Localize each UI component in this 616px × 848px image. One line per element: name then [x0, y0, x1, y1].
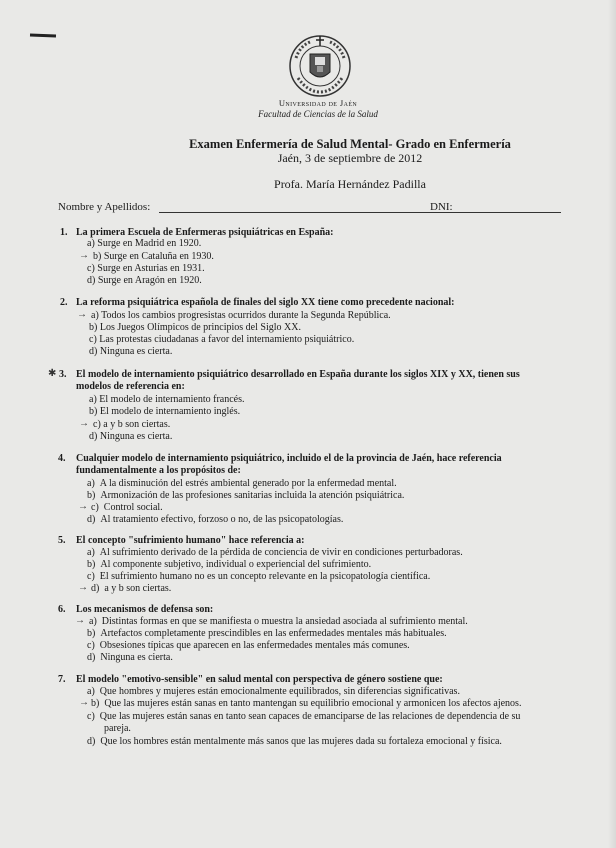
handwritten-star-icon: ✱	[48, 368, 57, 379]
option-item[interactable]	[89, 322, 301, 334]
question-text	[76, 369, 556, 393]
option-item[interactable]	[89, 334, 354, 346]
option-item[interactable]	[91, 502, 163, 514]
question-number: 1.	[60, 227, 68, 238]
exam-title: Examen Enfermería de Salud Mental- Grado en Enfermería	[189, 137, 511, 151]
student-info-row	[58, 201, 562, 217]
option-text: A la disminución del estrés ambiental generado por la enfermedad mental.	[99, 478, 397, 489]
question-number: 6.	[58, 604, 66, 615]
option-text: Que los hombres están mentalmente más sanos que las mujeres dada su fortaleza emocional y física.	[100, 736, 502, 747]
option-letter: b)	[89, 322, 98, 333]
option-letter: a)	[87, 547, 95, 558]
option-item[interactable]	[87, 628, 447, 640]
option-text: a y b son ciertas.	[103, 419, 171, 430]
option-text: El modelo de internamiento francés.	[99, 394, 245, 405]
option-item[interactable]	[91, 698, 521, 710]
option-item[interactable]	[93, 419, 170, 431]
option-text: Ninguna es cierta.	[99, 431, 173, 442]
option-text: Control social.	[103, 502, 163, 513]
option-letter: d)	[87, 514, 96, 525]
question-text: La primera Escuela de Enfermeras psiquiátricas en España:	[76, 227, 334, 238]
option-item[interactable]	[87, 711, 520, 723]
handwritten-arrow-icon: →	[79, 250, 89, 261]
faculty-name: Facultad de Ciencias de la Salud	[258, 109, 378, 119]
handwritten-arrow-icon: →	[78, 582, 88, 593]
option-item[interactable]	[87, 514, 343, 526]
option-text: Ninguna es cierta.	[100, 652, 173, 663]
option-item[interactable]	[87, 478, 397, 490]
option-item[interactable]	[87, 686, 460, 698]
question-text: El modelo "emotivo-sensible" en salud mental con perspectiva de género sostiene que:	[76, 674, 443, 685]
option-letter: d)	[89, 346, 98, 357]
pen-stroke	[30, 34, 56, 38]
option-text: Surge en Cataluña en 1930.	[103, 251, 214, 262]
handwritten-arrow-icon: →	[79, 697, 89, 708]
option-text: Que las mujeres están sanas en tanto sean capaces de emanciparse de las relaciones de dependencia de su	[99, 711, 521, 722]
option-text: a y b son ciertas.	[104, 583, 172, 594]
option-letter: b)	[91, 698, 100, 709]
option-item[interactable]	[89, 431, 172, 443]
scan-edge	[608, 0, 616, 848]
option-letter: d)	[87, 652, 96, 663]
option-letter: b)	[87, 490, 96, 501]
question-text	[76, 453, 556, 477]
option-text: Todos los cambios progresistas ocurridos durante la Segunda República.	[101, 310, 391, 321]
university-name: Universidad de Jaén	[278, 98, 358, 108]
question-number: 2.	[60, 297, 68, 308]
option-item[interactable]	[87, 736, 502, 748]
option-item[interactable]	[87, 547, 463, 559]
option-text: El sufrimiento humano no es un concepto relevante en la psicopatología científica.	[99, 571, 431, 582]
option-text: Surge en Aragón en 1920.	[97, 275, 202, 286]
option-text: Las protestas ciudadanas a favor del internamiento psiquiátrico.	[99, 334, 355, 345]
option-letter: c)	[89, 334, 97, 345]
option-letter: a)	[87, 478, 95, 489]
option-letter: c)	[87, 640, 95, 651]
option-item[interactable]	[87, 640, 410, 652]
option-item[interactable]	[87, 238, 201, 250]
question-text: Los mecanismos de defensa son:	[76, 604, 214, 615]
option-item[interactable]	[87, 652, 173, 664]
option-item[interactable]	[87, 559, 371, 571]
option-text: Armonización de las profesiones sanitarias incluida la atención psiquiátrica.	[100, 490, 405, 501]
option-item[interactable]	[91, 583, 171, 595]
question-text-line: fundamentalmente a los propósitos de:	[76, 465, 241, 476]
option-item[interactable]	[89, 346, 172, 358]
option-letter: a)	[89, 394, 97, 405]
option-letter: d)	[87, 736, 96, 747]
exam-date: Jaén, 3 de septiembre de 2012	[277, 151, 423, 165]
option-item[interactable]	[87, 263, 205, 275]
option-item[interactable]	[87, 275, 202, 287]
name-label: Nombre y Apellidos:	[58, 201, 151, 213]
option-item[interactable]	[93, 251, 214, 263]
handwritten-arrow-icon: →	[75, 615, 85, 626]
dni-field[interactable]	[453, 212, 561, 213]
option-letter: a)	[89, 616, 97, 627]
option-letter: c)	[93, 419, 101, 430]
handwritten-arrow-icon: →	[78, 501, 88, 512]
option-continuation	[104, 723, 131, 735]
option-text: pareja.	[104, 723, 131, 734]
handwritten-arrow-icon: →	[79, 418, 89, 429]
question-number: 4.	[58, 453, 66, 464]
option-text: Que las mujeres están sanas en tanto mantengan su equilibrio emocional y armonicen los afectos ajenos.	[104, 698, 522, 709]
option-text: Surge en Madrid en 1920.	[97, 238, 202, 249]
option-text: Obsesiones típicas que aparecen en las enfermedades mentales más comunes.	[99, 640, 410, 651]
question-text: El concepto "sufrimiento humano" hace referencia a:	[76, 535, 305, 546]
option-text: Al sufrimiento derivado de la pérdida de conciencia de vivir en condiciones perturbadoras.	[99, 547, 463, 558]
option-letter: b)	[93, 251, 102, 262]
option-item[interactable]	[87, 571, 430, 583]
question-text-line: modelos de referencia en:	[76, 381, 185, 392]
question-text-line: El modelo de internamiento psiquiátrico desarrollado en España durante los siglos XIX y XX, tienen sus	[76, 369, 520, 380]
option-letter: b)	[89, 406, 98, 417]
professor-name: Profa. María Hernández Padilla	[274, 177, 426, 191]
option-letter: a)	[87, 686, 95, 697]
question-text: La reforma psiquiátrica española de finales del siglo XX tiene como precedente nacional:	[76, 297, 455, 308]
option-text: Que hombres y mujeres están emocionalmente equilibrados, sin diferencias significativas.	[99, 686, 460, 697]
option-text: El modelo de internamiento inglés.	[99, 406, 241, 417]
option-letter: d)	[91, 583, 100, 594]
option-letter: c)	[87, 263, 95, 274]
option-letter: a)	[87, 238, 95, 249]
option-item[interactable]	[89, 616, 468, 628]
option-text: Distintas formas en que se manifiesta o muestra la ansiedad asociada al sufrimiento mental.	[101, 616, 468, 627]
option-item[interactable]	[89, 394, 245, 406]
option-text: Al tratamiento efectivo, forzoso o no, de las psicopatologías.	[100, 514, 344, 525]
option-text: Los Juegos Olímpicos de principios del Siglo XX.	[99, 322, 301, 333]
handwritten-arrow-icon: →	[77, 309, 87, 320]
option-text: Al componente subjetivo, individual o experiencial del sufrimiento.	[100, 559, 372, 570]
option-letter: d)	[87, 275, 96, 286]
university-seal-icon	[288, 34, 352, 98]
question-number: 3.	[59, 369, 67, 380]
question-number: 7.	[58, 674, 66, 685]
option-letter: a)	[91, 310, 99, 321]
option-item[interactable]	[91, 310, 391, 322]
option-letter: b)	[87, 628, 96, 639]
option-letter: c)	[87, 711, 95, 722]
question-number: 5.	[58, 535, 66, 546]
option-letter: c)	[87, 571, 95, 582]
option-text: Artefactos completamente prescindibles en las enfermedades mentales más habituales.	[100, 628, 447, 639]
option-letter: d)	[89, 431, 98, 442]
option-letter: b)	[87, 559, 96, 570]
option-text: Surge en Asturias en 1931.	[97, 263, 205, 274]
option-item[interactable]	[89, 406, 240, 418]
option-item[interactable]	[87, 490, 404, 502]
option-text: Ninguna es cierta.	[99, 346, 173, 357]
dni-label: DNI:	[430, 201, 453, 213]
option-letter: c)	[91, 502, 99, 513]
question-text-line: Cualquier modelo de internamiento psiquiátrico, incluido el de la provincia de Jaén, hace referencia	[76, 453, 502, 464]
